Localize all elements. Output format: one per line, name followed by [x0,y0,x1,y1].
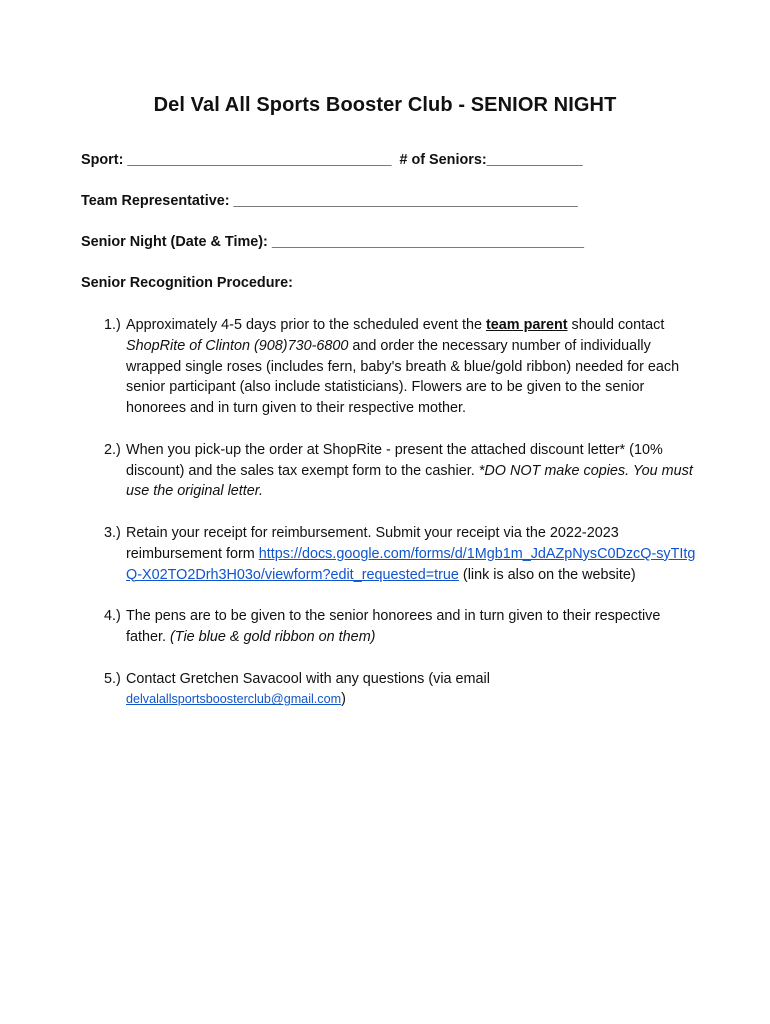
step-text: and order the necessary number of individually wrapped single roses (includes fern, baby's breath & blue/gold ribbon) needed for each senior participant (also include statisticians). Flowers are to be given to the senior honorees and in turn given to their respective mother. [126,337,680,417]
contact-email-link[interactable]: delvalallsportsboosterclub@gmail.com [126,692,342,707]
step-number: 2.) [104,441,121,458]
procedure-step-5 [104,669,704,711]
procedure-steps-list [104,315,704,731]
step-number: 4.) [104,608,121,625]
do-not-copy-note: *DO NOT make copies. You must use the original letter. [126,462,693,500]
step-text: The pens are to be given to the senior honorees and in turn given to their respective father. [126,608,661,645]
step-text: Contact Gretchen Savacool with any questions (via email [126,670,490,687]
team-parent-emphasis: team parent [485,317,568,333]
ribbon-note: (Tie blue & gold ribbon on them) [170,628,376,645]
step-text: Approximately 4-5 days prior to the scheduled event the [126,317,486,333]
step-text: Retain your receipt for reimbursement. Submit your receipt via the 2022-2023 reimbursement form [126,524,619,562]
procedure-step-2 [104,440,704,502]
page-title: Del Val All Sports Booster Club - SENIOR NIGHT [153,94,617,116]
step-text: When you pick-up the order at ShopRite - present the attached discount letter* (10% discount) and the sales tax exempt form to the cashier. [126,441,663,479]
step-number: 5.) [104,670,121,687]
step-text: (link is also on the website) [458,566,636,583]
step-text: ) [341,691,346,708]
step-text: should contact [567,317,665,333]
senior-night-date-time-field-line: Senior Night (Date & Time): _______________________________________ [81,234,584,250]
procedure-step-1 [104,315,704,419]
procedure-step-3 [104,523,704,585]
procedure-step-4 [104,606,704,648]
reimbursement-form-link[interactable]: https://docs.google.com/forms/d/1Mgb1m_JdAZpNysC0DzcQ-syTItgQ-X02TO2Drh3H03o/viewform?edit_requested=true [126,545,696,583]
step-number: 3.) [104,524,121,541]
step-number: 1.) [104,317,121,333]
team-representative-field-line: Team Representative: ___________________________________________ [81,193,578,209]
procedure-heading: Senior Recognition Procedure: [81,275,293,291]
shoprite-contact: ShopRite of Clinton (908)730-6800 [126,337,349,354]
sport-seniors-field-line: Sport: _________________________________ # of Seniors:____________ [81,152,583,168]
